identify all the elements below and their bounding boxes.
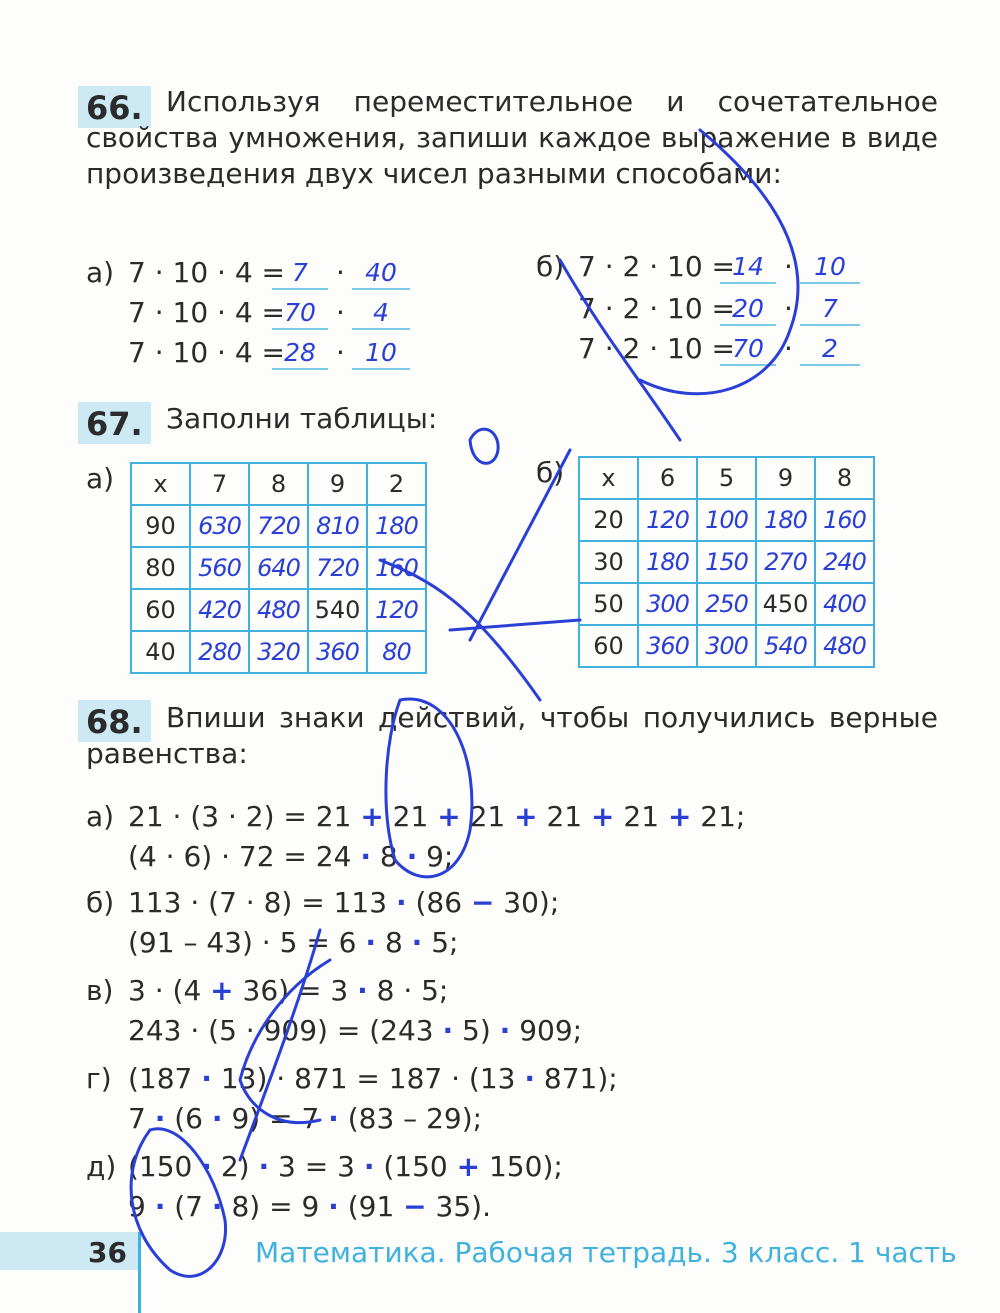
operation-sign-slot[interactable]: + (210, 974, 234, 1007)
task-67-number: 67. (78, 402, 151, 444)
table-a-label: а) (86, 462, 115, 495)
handwritten-answer: 10 (814, 252, 846, 281)
task-66-expr-right: 7 · 2 · 10 = (578, 332, 736, 365)
table-cell[interactable]: 150 (697, 541, 756, 583)
operation-sign-slot[interactable]: · (258, 1150, 270, 1183)
page-number: 36 (88, 1236, 127, 1269)
equation-text: 3 = 3 (269, 1150, 364, 1183)
table-cell[interactable]: 280 (190, 631, 249, 673)
task-67-text: Заполни таблицы: (166, 402, 438, 435)
table-cell[interactable]: 80 (367, 631, 426, 673)
task-68-equation (128, 1190, 491, 1224)
table-a (130, 462, 427, 674)
answer-blank (800, 324, 860, 326)
handwritten-answer: 4 (373, 298, 389, 327)
table-row (131, 589, 426, 631)
operation-sign-slot[interactable]: · (328, 1190, 339, 1223)
task-68-label: б) (86, 886, 115, 919)
task-68-label: а) (86, 800, 115, 833)
table-cell[interactable]: 300 (697, 625, 756, 667)
operation-sign-slot[interactable]: · (154, 1102, 166, 1135)
table-cell[interactable]: 160 (367, 547, 426, 589)
task-68-equation (128, 886, 559, 920)
multiply-dot: · (336, 256, 345, 289)
operation-sign-slot[interactable]: · (363, 1150, 375, 1183)
operation-sign-slot[interactable]: · (201, 1062, 212, 1095)
table-row (579, 583, 874, 625)
equation-text: 35). (426, 1190, 491, 1223)
equation-text: 21 (383, 800, 438, 833)
task-68-equation (128, 840, 453, 874)
task-68-equation (128, 1062, 618, 1096)
task-68-label: г) (86, 1062, 112, 1095)
table-row (131, 547, 426, 589)
equation-text: 5) (453, 1014, 500, 1047)
task-68-equation (128, 1014, 582, 1048)
table-cell[interactable]: 810 (308, 505, 367, 547)
handwritten-answer: 7 (822, 294, 838, 323)
table-cell[interactable]: 320 (249, 631, 308, 673)
operation-sign-slot[interactable]: · (201, 1150, 212, 1183)
operation-sign-slot[interactable]: · (154, 1190, 166, 1223)
table-b-label: б) (536, 456, 565, 489)
table-header-cell: 7 (190, 463, 249, 505)
multiply-dot: · (336, 296, 345, 329)
table-row-header: 60 (131, 589, 190, 631)
task-66-label-a: а) (86, 256, 115, 289)
multiply-dot: · (336, 336, 345, 369)
task-68-equation (128, 1102, 482, 1136)
table-header-cell: 2 (367, 463, 426, 505)
equation-text: 21 · (3 · 2) = 21 (128, 800, 361, 833)
table-cell[interactable]: 120 (638, 499, 697, 541)
answer-blank (800, 282, 860, 284)
table-header-cell: 9 (308, 463, 367, 505)
table-cell[interactable]: 540 (756, 625, 815, 667)
table-cell[interactable]: 270 (756, 541, 815, 583)
equation-text: 21 (614, 800, 668, 833)
table-header-cell: 5 (697, 457, 756, 499)
table-corner-cell: x (131, 463, 190, 505)
equation-text: 5; (422, 926, 459, 959)
equation-text: 8 · 5; (367, 974, 449, 1007)
operation-sign-slot[interactable]: + (514, 800, 538, 833)
handwritten-answer: 28 (284, 338, 316, 367)
task-68-equation (128, 1150, 563, 1184)
operation-sign-slot[interactable]: · (360, 840, 371, 873)
equation-text: 9; (417, 840, 454, 873)
answer-blank (800, 364, 860, 366)
task-66-expr-left: 7 · 10 · 4 = (128, 256, 286, 289)
operation-sign-slot[interactable]: · (211, 1190, 223, 1223)
task-68-label: в) (86, 974, 114, 1007)
task-66-expr-left: 7 · 10 · 4 = (128, 296, 286, 329)
handwritten-answer: 70 (284, 298, 316, 327)
operation-sign-slot[interactable]: · (499, 1014, 511, 1047)
table-row-header: 60 (579, 625, 638, 667)
equation-text: 36) = 3 (233, 974, 358, 1007)
table-cell[interactable]: 120 (367, 589, 426, 631)
task-66-text: Используя переместительное и сочетательное свойства умножения, запиши каждое выражение в виде произведения двух чисел разными способами: (86, 85, 938, 190)
equation-text: (4 · 6) · 72 = 24 (128, 840, 361, 873)
scribble-circle-o (470, 429, 498, 463)
table-row-header: 40 (131, 631, 190, 673)
task-68-equation (128, 800, 745, 834)
equation-text: (7 (165, 1190, 212, 1223)
equation-text: 21; (691, 800, 746, 833)
answer-blank (720, 324, 776, 326)
equation-text: 8 (370, 840, 407, 873)
table-cell[interactable]: 640 (249, 547, 308, 589)
equation-text: (150 (128, 1150, 202, 1183)
table-cell[interactable]: 450 (756, 583, 815, 625)
equation-text: 113 · (7 · 8) = 113 (128, 886, 396, 919)
multiply-dot: · (784, 332, 793, 365)
handwritten-answer: 40 (365, 258, 397, 287)
operation-sign-slot[interactable]: · (211, 1102, 223, 1135)
table-corner-cell: x (579, 457, 638, 499)
operation-sign-slot[interactable]: · (395, 886, 407, 919)
footer-title: Математика. Рабочая тетрадь. 3 класс. 1 часть (255, 1236, 957, 1269)
task-66-expr-right: 7 · 2 · 10 = (578, 250, 736, 283)
handwritten-answer: 2 (822, 334, 838, 363)
answer-blank (272, 328, 328, 330)
table-row (579, 541, 874, 583)
table-cell[interactable]: 400 (815, 583, 874, 625)
equation-text: 9 (128, 1190, 155, 1223)
operation-sign-slot[interactable]: − (470, 886, 495, 919)
equation-text: 243 · (5 · 909) = (243 (128, 1014, 443, 1047)
table-header-cell: 8 (815, 457, 874, 499)
handwritten-answer: 20 (732, 294, 764, 323)
operation-sign-slot[interactable]: · (365, 926, 377, 959)
table-row-header: 90 (131, 505, 190, 547)
table-cell[interactable]: 160 (815, 499, 874, 541)
answer-blank (272, 288, 328, 290)
answer-blank (352, 328, 410, 330)
multiply-dot: · (784, 250, 793, 283)
footer-divider (138, 1232, 141, 1313)
handwritten-answer: 7 (292, 258, 308, 287)
table-cell[interactable]: 480 (249, 589, 308, 631)
task-68-text: Впиши знаки действий, чтобы получились верные равенства: (86, 701, 938, 770)
table-cell[interactable]: 300 (638, 583, 697, 625)
equation-text: (86 (406, 886, 471, 919)
task-68-label: д) (86, 1150, 117, 1183)
operation-sign-slot[interactable]: · (442, 1014, 454, 1047)
multiply-dot: · (784, 292, 793, 325)
equation-text: 13) · 871 = 187 · (13 (211, 1062, 525, 1095)
equation-text: (83 – 29); (338, 1102, 483, 1135)
table-row (131, 505, 426, 547)
equation-text: (150 (374, 1150, 457, 1183)
table-cell[interactable]: 180 (367, 505, 426, 547)
table-row-header: 50 (579, 583, 638, 625)
table-row-header: 20 (579, 499, 638, 541)
table-cell[interactable]: 360 (638, 625, 697, 667)
equation-text: 2) (211, 1150, 259, 1183)
answer-blank (272, 368, 328, 370)
table-cell[interactable]: 560 (190, 547, 249, 589)
equation-text: 150); (480, 1150, 563, 1183)
table-cell[interactable]: 100 (697, 499, 756, 541)
table-cell[interactable]: 180 (638, 541, 697, 583)
operation-sign-slot[interactable]: · (524, 1062, 536, 1095)
answer-blank (352, 288, 410, 290)
answer-blank (720, 364, 776, 366)
equation-text: 909; (510, 1014, 583, 1047)
equation-text: 8 (376, 926, 412, 959)
table-row (131, 631, 426, 673)
handwritten-answer: 70 (732, 334, 764, 363)
table-row-header: 80 (131, 547, 190, 589)
answer-blank (720, 282, 776, 284)
task-68-equation (128, 926, 458, 960)
equation-text: (91 (338, 1190, 404, 1223)
equation-text: 8) = 9 (222, 1190, 329, 1223)
operation-sign-slot[interactable]: + (591, 800, 615, 833)
equation-text: 21 (460, 800, 515, 833)
operation-sign-slot[interactable]: − (403, 1190, 427, 1223)
table-cell[interactable]: 720 (249, 505, 308, 547)
task-66-number: 66. (78, 86, 151, 128)
equation-text: 7 (128, 1102, 155, 1135)
table-cell[interactable]: 630 (190, 505, 249, 547)
table-cell[interactable]: 250 (697, 583, 756, 625)
table-row (579, 499, 874, 541)
equation-text: (91 – 43) · 5 = 6 (128, 926, 366, 959)
operation-sign-slot[interactable]: + (667, 800, 692, 833)
task-68-number: 68. (78, 700, 151, 742)
operation-sign-slot[interactable]: · (357, 974, 368, 1007)
task-66-label-b: б) (536, 250, 565, 283)
table-cell[interactable]: 360 (308, 631, 367, 673)
operation-sign-slot[interactable]: + (437, 800, 461, 833)
table-cell[interactable]: 180 (756, 499, 815, 541)
equation-text: 21 (537, 800, 592, 833)
table-cell[interactable]: 720 (308, 547, 367, 589)
task-66-expr-right: 7 · 2 · 10 = (578, 292, 736, 325)
task-68-equation (128, 974, 448, 1008)
equation-text: 3 · (4 (128, 974, 211, 1007)
equation-text: 871); (535, 1062, 618, 1095)
handwritten-answer: 14 (732, 252, 764, 281)
task-66-expr-left: 7 · 10 · 4 = (128, 336, 286, 369)
equation-text: (6 (165, 1102, 212, 1135)
equation-text: 30); (494, 886, 560, 919)
operation-sign-slot[interactable]: + (360, 800, 384, 833)
answer-blank (352, 368, 410, 370)
table-b (578, 456, 875, 668)
handwritten-answer: 10 (365, 338, 397, 367)
operation-sign-slot[interactable]: + (456, 1150, 481, 1183)
operation-sign-slot[interactable]: · (411, 926, 423, 959)
table-cell[interactable]: 420 (190, 589, 249, 631)
table-header-cell: 8 (249, 463, 308, 505)
table-cell[interactable]: 540 (308, 589, 367, 631)
operation-sign-slot[interactable]: · (328, 1102, 339, 1135)
table-row-header: 30 (579, 541, 638, 583)
table-cell[interactable]: 480 (815, 625, 874, 667)
table-header-cell: 9 (756, 457, 815, 499)
table-cell[interactable]: 240 (815, 541, 874, 583)
table-header-cell: 6 (638, 457, 697, 499)
equation-text: (187 (128, 1062, 202, 1095)
operation-sign-slot[interactable]: · (406, 840, 418, 873)
equation-text: 9) = 7 (222, 1102, 329, 1135)
table-row (579, 625, 874, 667)
